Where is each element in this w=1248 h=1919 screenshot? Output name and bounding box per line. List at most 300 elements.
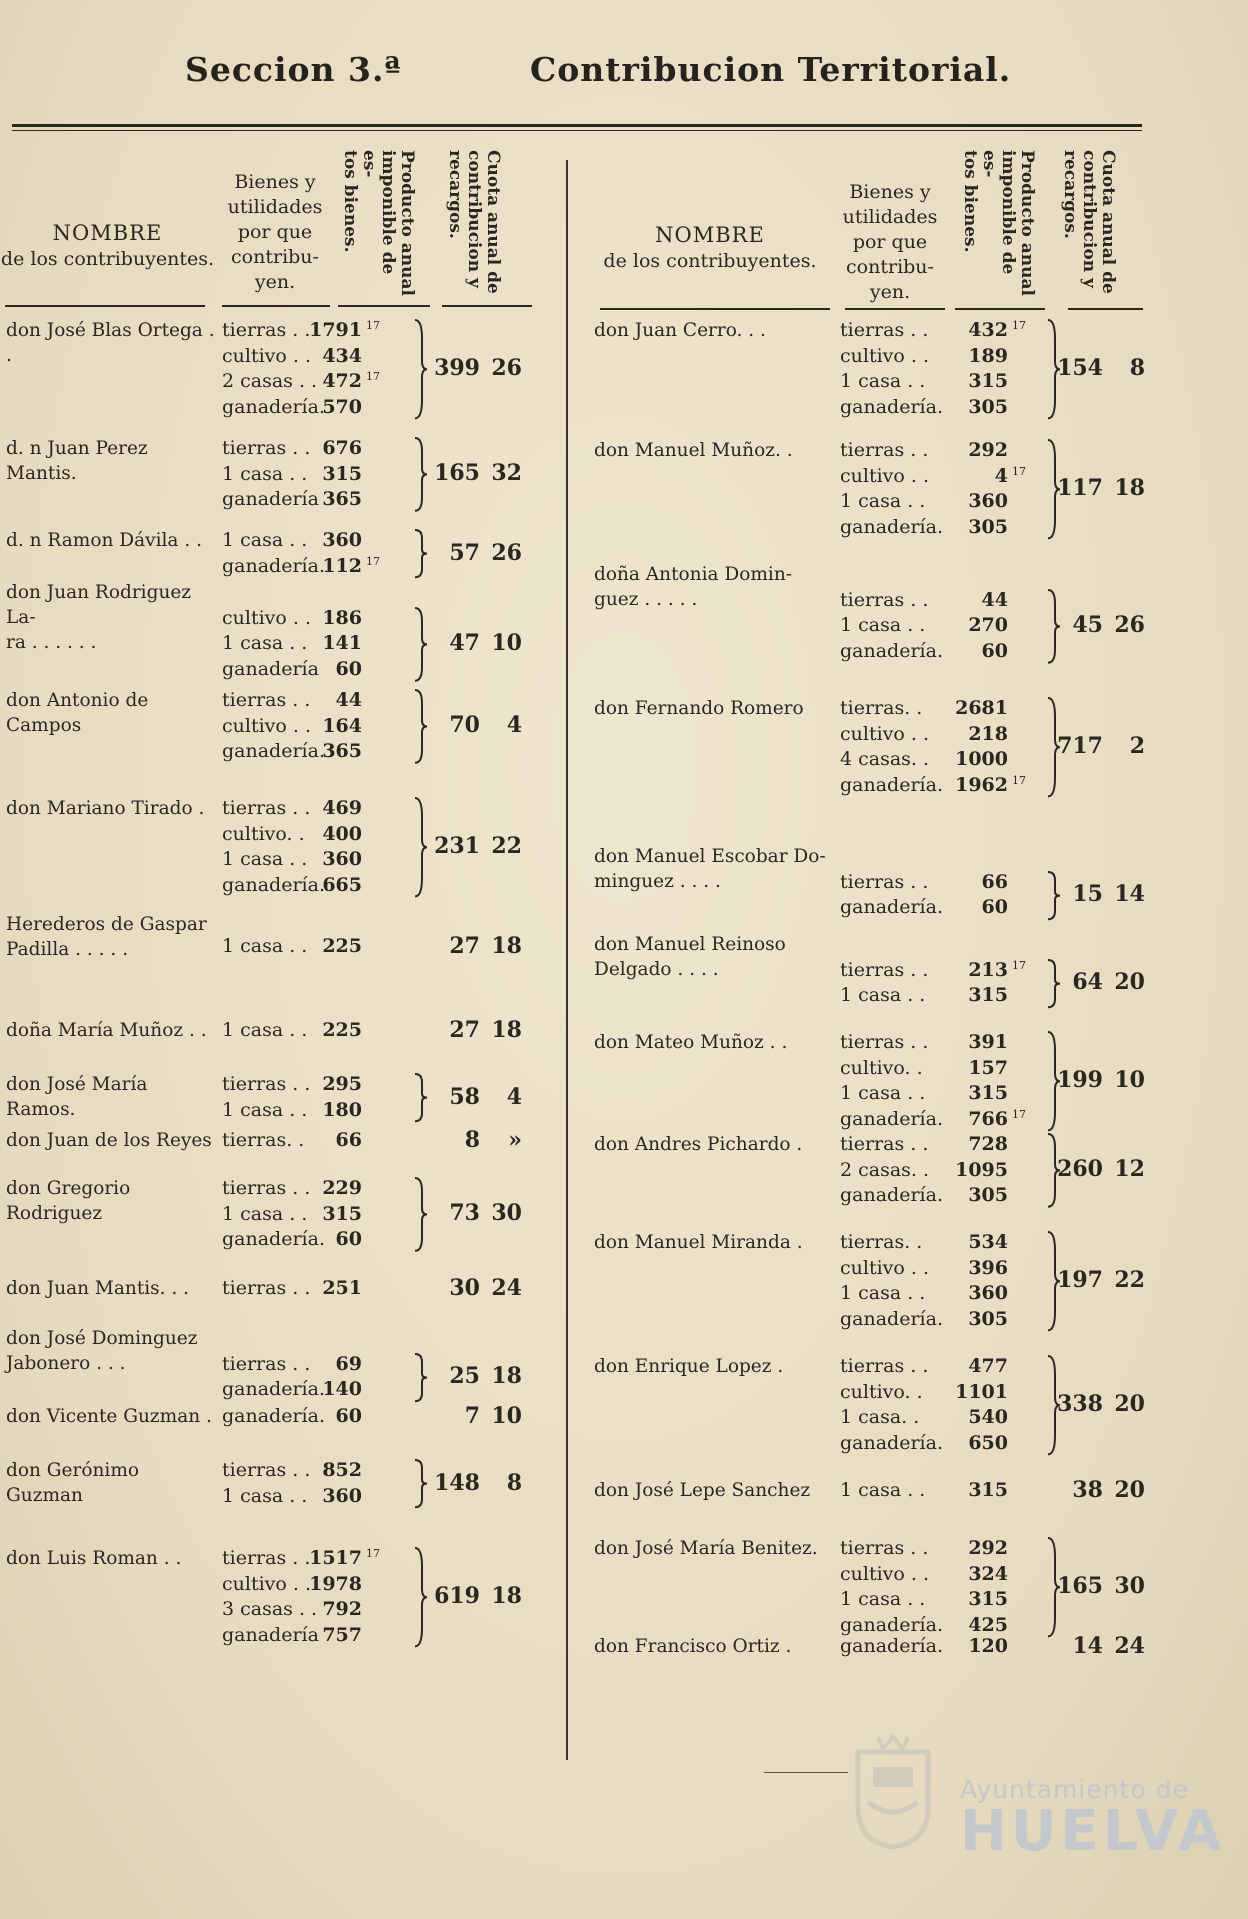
cuota-maravedis: 20: [1114, 969, 1145, 996]
taxpayer-entry: [590, 1354, 1150, 1456]
cuota-reales: 27: [449, 1016, 480, 1043]
asset-value: 1791: [309, 319, 362, 341]
watermark-line1: Ayuntamiento de: [960, 1775, 1189, 1804]
taxpayer-name: don José Blas Ortega . .: [6, 320, 215, 366]
grouping-brace: [412, 1352, 428, 1403]
asset-label: ganadería.: [840, 395, 943, 418]
cuota-maravedis: 20: [1114, 1476, 1145, 1503]
left-column: [0, 150, 560, 1750]
taxpayer-name: don Mariano Tirado .: [6, 798, 205, 819]
taxpayer-entry: [590, 562, 1150, 662]
taxpayer-entry: [590, 1536, 1150, 1638]
taxpayer-name: don Manuel Escobar Do- minguez . . . .: [594, 846, 826, 892]
taxpayer-entry: [0, 796, 560, 898]
taxpayer-name: don Juan de los Reyes: [6, 1130, 212, 1151]
asset-value: 360: [322, 848, 362, 871]
taxpayer-entry: [590, 1132, 1150, 1209]
asset-value: 218: [968, 722, 1008, 745]
cuota-maravedis: 30: [491, 1200, 522, 1227]
taxpayer-name: don Andres Pichardo .: [594, 1134, 803, 1155]
asset-value: 434: [322, 344, 362, 367]
header-name-small: de los contribuyentes.: [0, 248, 215, 270]
asset-value: 766: [968, 1107, 1008, 1130]
cuota-maravedis: 30: [1114, 1573, 1145, 1600]
header-cuota: Cuota anual de contribucion y recargos.: [445, 150, 503, 294]
cuota-reales: 27: [449, 932, 480, 959]
cuota-reales: 57: [449, 539, 480, 566]
asset-label: tierras . .: [222, 437, 311, 459]
cuota-maravedis: 12: [1114, 1156, 1145, 1183]
cuota-maravedis: 10: [491, 1402, 522, 1429]
asset-label: tierras . .: [222, 1459, 311, 1481]
cuota-reales: 45: [1072, 612, 1103, 638]
page-header: [0, 50, 1248, 100]
asset-label: ganadería.: [840, 1431, 943, 1454]
asset-value: 157: [968, 1056, 1008, 1079]
asset-value: 360: [322, 1484, 362, 1507]
taxpayer-entry: [0, 1072, 560, 1123]
asset-value: 4: [994, 464, 1008, 487]
asset-label: 4 casas. .: [840, 748, 930, 771]
asset-label: ganadería.: [840, 1307, 943, 1330]
taxpayer-name: don Enrique Lopez .: [594, 1356, 784, 1377]
asset-value: 400: [322, 822, 362, 845]
footer-rule: [764, 1772, 848, 1773]
asset-label: tierras . .: [222, 797, 311, 819]
asset-value: 305: [968, 1184, 1008, 1207]
cuota-maravedis: 18: [1114, 475, 1145, 502]
fraction-mark: 17: [1012, 319, 1026, 332]
asset-value: 120: [968, 1635, 1008, 1657]
cuota-value: [1055, 1156, 1145, 1182]
asset-label: cultivo . .: [840, 1562, 929, 1585]
cuota-reales: 47: [449, 630, 480, 656]
asset-value: 792: [322, 1598, 362, 1621]
cuota-value: [432, 1084, 522, 1110]
asset-label: cultivo . .: [222, 606, 311, 629]
asset-value: 365: [322, 740, 362, 763]
fraction-mark: 17: [1012, 1107, 1026, 1121]
asset-label: cultivo . .: [222, 1572, 311, 1595]
asset-value: 315: [322, 462, 362, 485]
asset-value: 44: [335, 689, 362, 711]
asset-label: 1 casa . .: [840, 370, 926, 393]
asset-label: 2 casas . .: [222, 370, 318, 393]
asset-value: 315: [968, 370, 1008, 393]
asset-label: ganadería.: [222, 1228, 325, 1251]
asset-value: 292: [968, 1537, 1008, 1559]
asset-label: ganadería: [222, 657, 319, 680]
header-underline: [600, 308, 830, 310]
taxpayer-name: don Mateo Muñoz . .: [594, 1032, 788, 1053]
asset-label: 1 casa . .: [222, 1484, 308, 1507]
asset-label: ganadería.: [840, 1613, 943, 1636]
cuota-reales: 14: [1072, 1632, 1103, 1659]
header-bienes: Bienes y utilidades por que contribu- yen.: [227, 171, 323, 293]
asset-label: ganadería.: [222, 873, 325, 896]
asset-value: 425: [968, 1613, 1008, 1636]
taxpayer-name: don Manuel Muñoz. .: [594, 440, 793, 461]
header-name: [0, 220, 215, 272]
taxpayer-name: doña María Muñoz . .: [6, 1020, 207, 1041]
taxpayer-name: don Vicente Guzman .: [6, 1406, 212, 1427]
grouping-brace: [412, 1546, 428, 1648]
cuota-value: [1055, 612, 1145, 638]
cuota-value: [1055, 475, 1145, 501]
asset-label: cultivo . .: [840, 722, 929, 745]
cuota-maravedis: 8: [506, 1469, 522, 1496]
taxpayer-name: don Gregorio Rodriguez: [6, 1178, 131, 1224]
asset-label: 1 casa . .: [222, 462, 308, 485]
taxpayer-name: don José Lepe Sanchez: [594, 1480, 811, 1501]
column-divider: [566, 160, 568, 1760]
asset-label: tierras. .: [222, 1129, 305, 1151]
taxpayer-entry: [590, 932, 1150, 1007]
city-seal-watermark: [848, 1732, 938, 1852]
asset-value: 315: [322, 1202, 362, 1225]
taxpayer-entry: [590, 1030, 1150, 1132]
taxpayer-name: don Gerónimo Guzman: [6, 1460, 139, 1506]
taxpayer-name: don Antonio de Campos: [6, 690, 149, 736]
fraction-mark: 17: [1012, 464, 1026, 478]
asset-label: 3 casas . .: [222, 1598, 318, 1621]
cuota-value: [1055, 1573, 1145, 1599]
asset-value: 650: [968, 1431, 1008, 1454]
grouping-brace: [412, 436, 428, 513]
asset-value: 360: [322, 529, 362, 551]
cuota-value: [432, 1200, 522, 1226]
cuota-value: [432, 355, 522, 381]
cuota-reales: 399: [434, 355, 480, 382]
asset-label: cultivo. .: [840, 1056, 923, 1079]
asset-label: tierras . .: [840, 1355, 929, 1377]
asset-label: 1 casa . .: [222, 1098, 308, 1121]
asset-value: 728: [968, 1133, 1008, 1155]
cuota-maravedis: »: [508, 1126, 522, 1153]
asset-label: tierras . .: [840, 1133, 929, 1155]
asset-label: 1 casa . .: [222, 1019, 308, 1041]
cuota-value: [432, 1017, 522, 1043]
header-underline: [1068, 308, 1143, 310]
cuota-maravedis: 22: [491, 833, 522, 860]
asset-label: ganadería.: [222, 554, 325, 577]
asset-label: cultivo. .: [840, 1380, 923, 1403]
taxpayer-entry: [590, 844, 1150, 919]
asset-value: 469: [322, 797, 362, 819]
asset-value: 69: [335, 1352, 362, 1375]
cuota-reales: 8: [464, 1126, 480, 1153]
section-label: Seccion 3.ª: [185, 50, 402, 89]
taxpayer-entry: [0, 1458, 560, 1509]
asset-value: 315: [968, 1479, 1008, 1501]
asset-value: 225: [322, 935, 362, 957]
taxpayer-entry: [0, 1018, 560, 1044]
asset-value: 1000: [955, 748, 1008, 771]
cuota-maravedis: 18: [491, 1363, 522, 1390]
asset-label: ganadería.: [840, 1635, 943, 1657]
asset-value: 365: [322, 488, 362, 511]
asset-label: tierras . .: [840, 319, 929, 341]
asset-label: 2 casas. .: [840, 1158, 930, 1181]
asset-value: 60: [335, 1405, 362, 1427]
taxpayer-name: don Juan Cerro. . .: [594, 320, 766, 341]
taxpayer-name: Herederos de Gaspar Padilla . . . . .: [6, 914, 207, 960]
asset-value: 665: [322, 873, 362, 896]
asset-value: 391: [968, 1031, 1008, 1053]
asset-label: ganadería.: [840, 773, 943, 796]
asset-label: 1 casa . .: [840, 1282, 926, 1305]
asset-value: 396: [968, 1256, 1008, 1279]
cuota-maravedis: 26: [491, 355, 522, 382]
asset-label: cultivo . .: [222, 344, 311, 367]
cuota-value: [432, 1363, 522, 1389]
asset-label: 1 casa . .: [222, 529, 308, 551]
asset-label: ganadería.: [222, 740, 325, 763]
asset-label: 1 casa . .: [840, 1082, 926, 1105]
taxpayer-entry: [590, 1634, 1150, 1660]
watermark-line2: HUELVA: [960, 1799, 1226, 1864]
asset-label: 1 casa . .: [840, 490, 926, 513]
asset-value: 213: [968, 958, 1008, 981]
taxpayer-name: doña Antonia Domin- guez . . . . .: [594, 564, 792, 610]
cuota-reales: 199: [1057, 1067, 1103, 1094]
taxpayer-name: don Juan Mantis. . .: [6, 1278, 190, 1299]
asset-value: 852: [322, 1459, 362, 1481]
grouping-brace: [412, 318, 428, 420]
asset-value: 66: [981, 870, 1008, 893]
header-underline: [955, 308, 1045, 310]
fraction-mark: 17: [1012, 958, 1026, 972]
cuota-reales: 73: [449, 1200, 480, 1227]
asset-value: 60: [335, 1228, 362, 1251]
fraction-mark: 17: [1012, 773, 1026, 787]
asset-label: 1 casa . .: [222, 1202, 308, 1225]
cuota-value: [1055, 355, 1145, 381]
cuota-value: [432, 1127, 522, 1153]
cuota-value: [1055, 1391, 1145, 1417]
asset-value: 60: [981, 896, 1008, 919]
taxpayer-name: d. n Juan Perez Mantis.: [6, 438, 148, 484]
cuota-value: [432, 712, 522, 738]
cuota-value: [432, 540, 522, 566]
right-column: [590, 150, 1150, 1750]
asset-label: ganadería.: [840, 1184, 943, 1207]
cuota-value: [1055, 881, 1145, 907]
cuota-maravedis: 26: [1114, 612, 1145, 638]
taxpayer-entry: [0, 1128, 560, 1154]
asset-label: 1 casa. .: [840, 1406, 920, 1429]
taxpayer-entry: [0, 528, 560, 579]
cuota-value: [432, 1275, 522, 1301]
asset-value: 757: [322, 1623, 362, 1646]
right-column-header: [590, 150, 1150, 315]
asset-value: 534: [968, 1231, 1008, 1253]
asset-label: tierras . .: [222, 689, 311, 711]
asset-label: cultivo . .: [840, 1256, 929, 1279]
taxpayer-entry: [590, 1230, 1150, 1332]
asset-label: 1 casa . .: [222, 935, 308, 957]
asset-label: ganadería.: [840, 639, 943, 662]
taxpayer-entry: [0, 914, 560, 960]
asset-label: 1 casa . .: [222, 848, 308, 871]
asset-value: 1962: [955, 773, 1008, 796]
cuota-reales: 717: [1057, 733, 1103, 760]
asset-value: 540: [968, 1406, 1008, 1429]
asset-value: 229: [322, 1177, 362, 1199]
header-producto: Producto anual imponible de es- tos bienes.: [340, 150, 417, 296]
asset-value: 676: [322, 437, 362, 459]
asset-label: tierras . .: [840, 588, 929, 611]
cuota-reales: 117: [1057, 475, 1103, 502]
asset-value: 189: [968, 344, 1008, 367]
fraction-mark: 17: [366, 1547, 380, 1560]
taxpayer-name: don José María Benitez.: [594, 1538, 818, 1559]
asset-value: 305: [968, 1307, 1008, 1330]
grouping-brace: [412, 606, 428, 683]
asset-label: 1 casa . .: [840, 1588, 926, 1611]
header-name-small: de los contribuyentes.: [603, 250, 817, 272]
header-name: [590, 222, 830, 274]
header-underline: [222, 305, 330, 307]
grouping-brace: [412, 1458, 428, 1509]
asset-value: 360: [968, 490, 1008, 513]
grouping-brace: [412, 528, 428, 579]
taxpayer-name: don Luis Roman . .: [6, 1548, 182, 1569]
cuota-reales: 25: [449, 1363, 480, 1390]
cuota-reales: 165: [434, 460, 480, 487]
cuota-value: [1055, 1267, 1145, 1293]
cuota-maravedis: 4: [506, 1083, 522, 1110]
cuota-maravedis: 18: [491, 1583, 522, 1610]
asset-value: 141: [322, 632, 362, 655]
asset-value: 315: [968, 1082, 1008, 1105]
asset-value: 1095: [955, 1158, 1008, 1181]
top-rule: [12, 124, 1142, 127]
taxpayer-entry: [0, 1546, 560, 1648]
cuota-reales: 165: [1057, 1573, 1103, 1600]
cuota-value: [1055, 969, 1145, 995]
header-underline: [5, 305, 205, 307]
taxpayer-name: don José Dominguez Jabonero . . .: [6, 1328, 198, 1374]
taxpayer-entry: [590, 696, 1150, 798]
cuota-value: [1055, 733, 1145, 759]
header-name-big: NOMBRE: [655, 223, 765, 247]
asset-value: 1101: [955, 1380, 1008, 1403]
asset-value: 315: [968, 1588, 1008, 1611]
grouping-brace: [412, 1176, 428, 1253]
asset-value: 112: [322, 554, 362, 577]
cuota-reales: 38: [1072, 1476, 1103, 1503]
taxpayer-name: don Juan Rodriguez La- ra . . . . . .: [6, 582, 192, 653]
header-underline: [442, 305, 532, 307]
asset-label: tierras . .: [222, 1277, 311, 1299]
asset-label: tierras . .: [222, 319, 311, 341]
taxpayer-entry: [0, 1404, 560, 1430]
asset-label: ganadería: [222, 1623, 319, 1646]
taxpayer-name: don Manuel Miranda .: [594, 1232, 803, 1253]
taxpayer-name: don Fernando Romero: [594, 698, 804, 719]
asset-label: tierras . .: [840, 1537, 929, 1559]
cuota-maravedis: 20: [1114, 1391, 1145, 1418]
asset-value: 140: [322, 1378, 362, 1401]
left-column-header: [0, 150, 560, 315]
asset-value: 66: [335, 1129, 362, 1151]
cuota-reales: 154: [1057, 355, 1103, 382]
header-underline: [338, 305, 430, 307]
cuota-value: [432, 630, 522, 656]
asset-value: 270: [968, 614, 1008, 637]
cuota-maravedis: 18: [491, 1016, 522, 1043]
cuota-value: [432, 1583, 522, 1609]
header-producto: Producto anual imponible de es- tos bienes.: [960, 150, 1037, 296]
watermark: [960, 1775, 1226, 1864]
asset-label: cultivo . .: [840, 344, 929, 367]
asset-label: 1 casa . .: [840, 614, 926, 637]
asset-value: 225: [322, 1019, 362, 1041]
taxpayer-entry: [0, 318, 560, 420]
asset-value: 324: [968, 1562, 1008, 1585]
asset-label: 1 casa . .: [222, 632, 308, 655]
asset-value: 60: [981, 639, 1008, 662]
cuota-reales: 619: [434, 1583, 480, 1610]
cuota-reales: 15: [1072, 881, 1103, 908]
cuota-reales: 231: [434, 833, 480, 860]
taxpayer-name: don Manuel Reinoso Delgado . . . .: [594, 934, 786, 980]
asset-value: 44: [981, 588, 1008, 611]
asset-label: 1 casa . .: [840, 1479, 926, 1501]
taxpayer-entry: [590, 1478, 1150, 1504]
asset-value: 251: [322, 1277, 362, 1299]
asset-label: cultivo . .: [222, 714, 311, 737]
top-rule-thin: [12, 130, 1142, 131]
cuota-maravedis: 24: [491, 1274, 522, 1301]
taxpayer-entry: [0, 1326, 560, 1401]
asset-value: 1978: [309, 1572, 362, 1595]
taxpayer-name: d. n Ramon Dávila . .: [6, 530, 202, 551]
asset-value: 180: [322, 1098, 362, 1121]
asset-label: ganadería.: [222, 395, 325, 418]
cuota-value: [432, 460, 522, 486]
taxpayer-entry: [0, 1176, 560, 1253]
asset-value: 164: [322, 714, 362, 737]
asset-label: ganadería.: [840, 1107, 943, 1130]
taxpayer-entry: [590, 318, 1150, 420]
cuota-maravedis: 14: [1114, 881, 1145, 908]
cuota-maravedis: 10: [1114, 1067, 1145, 1094]
asset-label: tierras . .: [840, 1031, 929, 1053]
cuota-maravedis: 22: [1114, 1267, 1145, 1294]
asset-label: tierras. .: [840, 1231, 923, 1253]
cuota-maravedis: 32: [491, 460, 522, 487]
asset-value: 472: [322, 370, 362, 393]
taxpayer-entry: [0, 688, 560, 765]
asset-value: 477: [968, 1355, 1008, 1377]
cuota-value: [1055, 1633, 1145, 1659]
cuota-reales: 58: [449, 1083, 480, 1110]
asset-label: ganadería.: [840, 896, 943, 919]
cuota-reales: 70: [449, 712, 480, 739]
cuota-reales: 64: [1072, 969, 1103, 996]
header-bienes: Bienes y utilidades por que contribu- yen.: [842, 181, 938, 303]
cuota-reales: 338: [1057, 1391, 1103, 1418]
asset-label: tierras . .: [222, 1177, 311, 1199]
asset-value: 315: [968, 984, 1008, 1007]
taxpayer-entry: [0, 436, 560, 513]
asset-label: cultivo. .: [222, 822, 305, 845]
cuota-maravedis: 26: [491, 539, 522, 566]
asset-value: 305: [968, 395, 1008, 418]
asset-label: tierras . .: [840, 439, 929, 461]
